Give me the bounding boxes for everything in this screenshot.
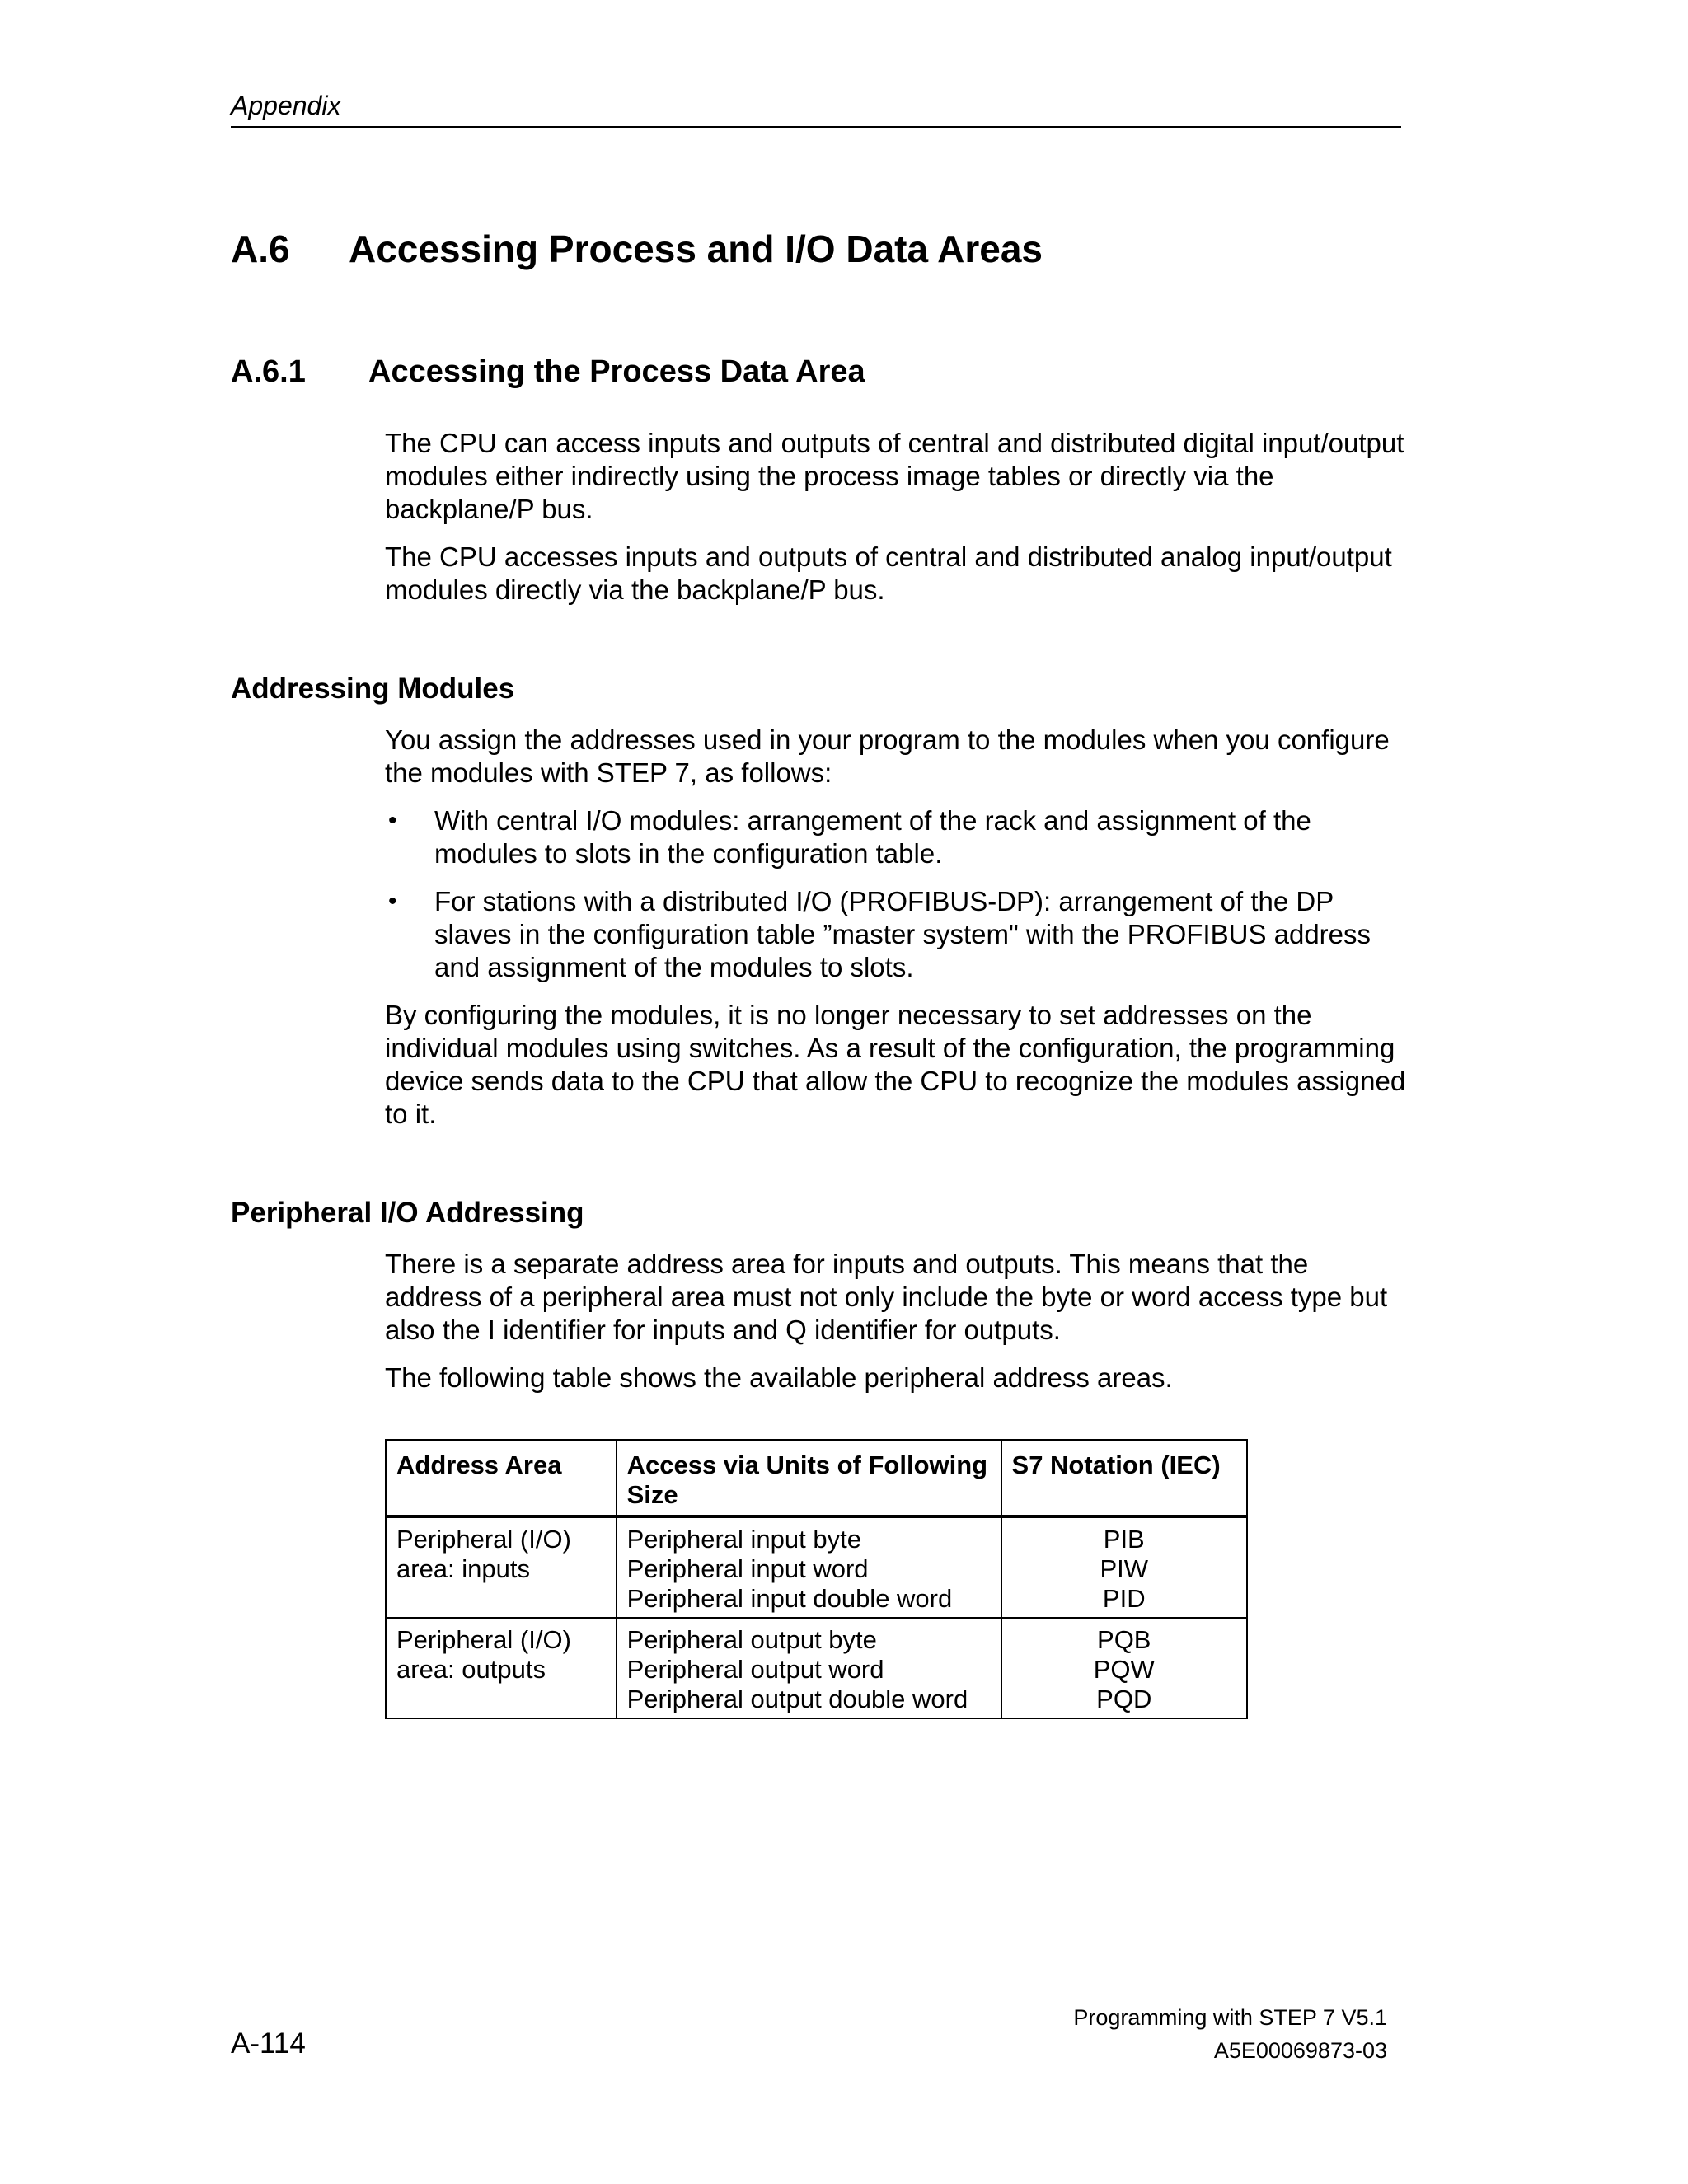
address-areas-table (385, 1439, 1248, 1719)
notation-entry: PIW (1100, 1554, 1149, 1583)
section-number: A.6 (231, 227, 290, 270)
footer-document-number: A5E00069873-03 (1213, 2038, 1387, 2063)
notation-cell (1001, 1516, 1247, 1618)
section-heading (231, 227, 1043, 271)
list-item-text: With central I/O modules: arrangement of the rack and assignment of the modules to slots in the configuration table. (434, 805, 1311, 869)
paragraph: The CPU can access inputs and outputs of central and distributed digital input/output modules either indirectly using the process image tables or directly via the backplane/P bus. (385, 428, 1404, 524)
table-header-row (386, 1440, 1247, 1516)
subsection-heading (231, 354, 865, 390)
access-size-entry: Peripheral output byte (626, 1625, 877, 1654)
list-item (385, 885, 1407, 984)
section-title: Accessing Process and I/O Data Areas (349, 227, 1043, 270)
access-size-entry: Peripheral input double word (626, 1584, 953, 1613)
footer-page-number: A-114 (231, 2027, 306, 2060)
access-size-entry: Peripheral output word (626, 1655, 884, 1684)
paragraph: The following table shows the available peripheral address areas. (385, 1362, 1173, 1393)
notation-entry: PIB (1103, 1525, 1145, 1554)
table-row (386, 1516, 1247, 1618)
bullet-marker: • (388, 807, 397, 834)
access-size-cell (617, 1516, 1001, 1618)
notation-entry: PQW (1093, 1655, 1155, 1684)
footer-document-info (1073, 2001, 1387, 2067)
notation-entry: PQB (1097, 1625, 1151, 1654)
notation-entry: PID (1102, 1584, 1146, 1613)
address-area-cell: Peripheral (I/O) area: inputs (386, 1516, 617, 1618)
list-item-text: For stations with a distributed I/O (PROFIBUS-DP): arrangement of the DP slaves in the configuration table ”master system" with the PROFIBUS address and assignment of the modules to slots. (434, 886, 1372, 982)
paragraph: There is a separate address area for inputs and outputs. This means that the address of a peripheral area must not only include the byte or word access type but also the I identifier for inputs and Q identifier for outputs. (385, 1249, 1388, 1345)
address-area-cell: Peripheral (I/O) area: outputs (386, 1618, 617, 1718)
notation-cell (1001, 1618, 1247, 1718)
access-size-entry: Peripheral input byte (626, 1525, 861, 1554)
bullet-marker: • (388, 888, 397, 915)
table-row (386, 1618, 1247, 1718)
list-item (385, 804, 1407, 870)
paragraph: By configuring the modules, it is no longer necessary to set addresses on the individual modules using switches. As a result of the configuration, the programming device sends data to the CPU that allow the CPU to recognize the modules assigned to it. (385, 1000, 1406, 1129)
peripheral-io-text (385, 1248, 1407, 1409)
bullet-list (385, 804, 1407, 984)
peripheral-io-heading: Peripheral I/O Addressing (231, 1197, 584, 1229)
footer-manual-title: Programming with STEP 7 V5.1 (1073, 2005, 1387, 2030)
intro-text (385, 427, 1407, 621)
access-size-entry: Peripheral output double word (626, 1685, 968, 1713)
notation-entry: PQD (1096, 1685, 1152, 1713)
addressing-modules-text (385, 724, 1407, 1146)
subsection-title: Accessing the Process Data Area (368, 354, 865, 389)
column-header: Access via Units of Following Size (617, 1440, 1001, 1516)
access-size-cell (617, 1618, 1001, 1718)
column-header: Address Area (386, 1440, 617, 1516)
column-header: S7 Notation (IEC) (1001, 1440, 1247, 1516)
subsection-number: A.6.1 (231, 354, 306, 389)
addressing-modules-heading: Addressing Modules (231, 673, 515, 705)
paragraph: You assign the addresses used in your program to the modules when you configure the modules with STEP 7, as follows: (385, 724, 1390, 788)
access-size-entry: Peripheral input word (626, 1554, 869, 1583)
running-header: Appendix (231, 91, 1401, 128)
paragraph: The CPU accesses inputs and outputs of central and distributed analog input/output modules directly via the backplane/P bus. (385, 541, 1392, 605)
